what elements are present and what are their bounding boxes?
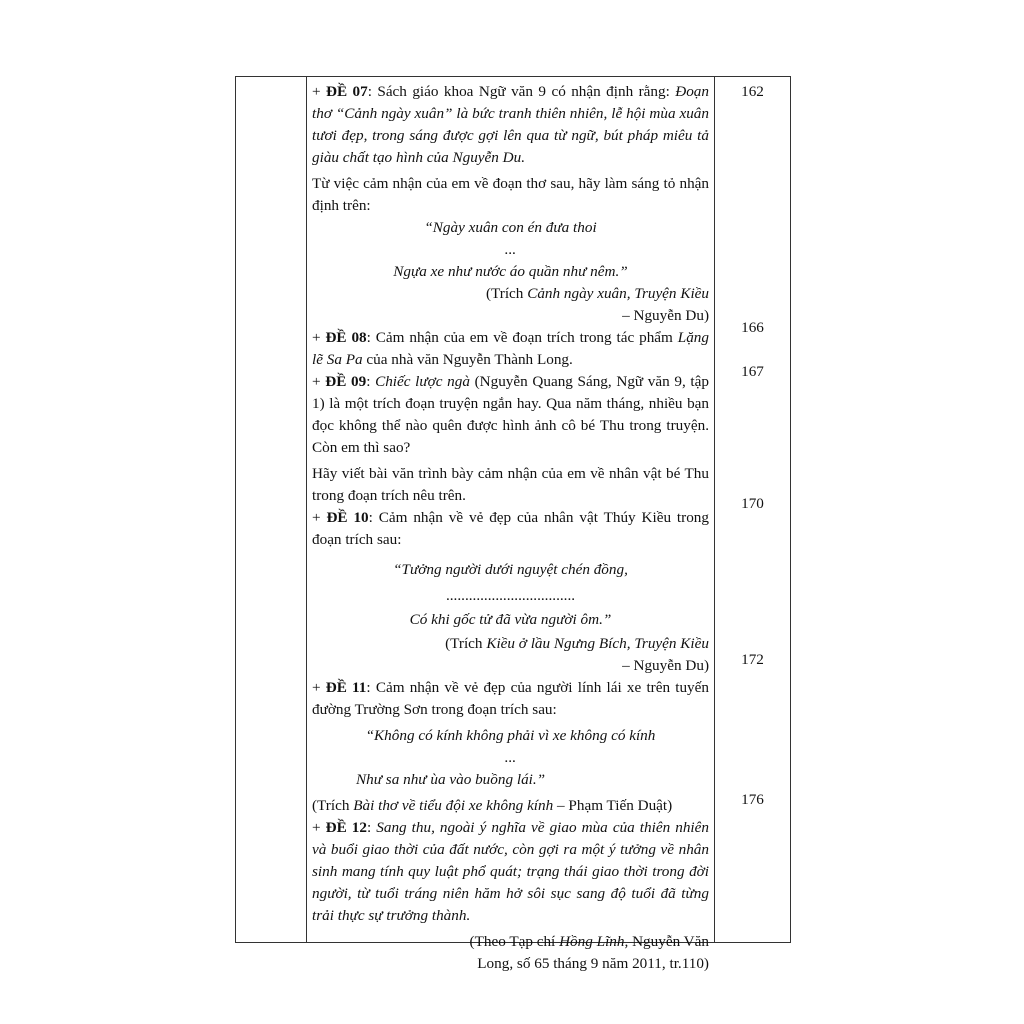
source-title: Bài thơ về tiểu đội xe không kính	[353, 797, 554, 814]
bullet-prefix: +	[312, 819, 326, 836]
exercise-08-prompt	[312, 327, 709, 371]
exercise-10-source-author: – Nguyễn Du)	[622, 657, 709, 674]
exercise-07-ellipsis: ...	[504, 241, 517, 258]
exercise-12-quote: Sang thu, ngoài ý nghĩa về giao mùa của thiên nhiên và buổi giao thời của đất nước, còn gợi ra một ý tưởng về nhân sinh mang tính quy luật phổ quát; trạng thái giao thời trong đời người, từ tuổi tráng niên hăm hở sôi sục sang độ tuổi đã từng trải thực sự trưởng thành.	[312, 819, 709, 924]
exercise-07-prompt	[312, 81, 709, 169]
exercise-08-work-title: Lặng lẽ Sa Pa	[312, 329, 709, 368]
exercise-09-text: (Nguyễn Quang Sáng, Ngữ văn 9, tập 1) là một trích đoạn truyện ngắn hay. Qua năm tháng, nhiều bạn đọc không thể nào quên được hình ảnh cô bé Thu trong truyện. Còn em thì sao?	[312, 373, 709, 456]
exercise-10-intro: : Cảm nhận về vẻ đẹp của nhân vật Thúy Kiều trong đoạn trích sau:	[312, 509, 709, 548]
source-prefix: (Trích	[485, 285, 528, 302]
exercise-09-label: ĐỀ 09	[325, 373, 367, 390]
exercise-10	[312, 507, 709, 677]
exercise-12-source-detail: Long, số 65 tháng 9 năm 2011, tr.110)	[477, 955, 709, 972]
exercise-10-source	[312, 633, 709, 655]
separator: :	[366, 373, 376, 390]
exercise-12	[312, 817, 709, 975]
exercise-11	[312, 677, 709, 817]
exercise-10-verse-2: Có khi gốc tử đã vừa người ôm.”	[409, 611, 612, 628]
bullet-prefix: +	[312, 373, 326, 390]
bullet-prefix: +	[312, 83, 326, 100]
exercise-09-task: Hãy viết bài văn trình bày cảm nhận của em về nhân vật bé Thu trong đoạn trích nêu trên.	[312, 465, 709, 504]
source-title: Kiều ở lầu Ngưng Bích, Truyện Kiều	[486, 635, 709, 652]
page-number-de11: 172	[741, 651, 764, 668]
exercise-11-label: ĐỀ 11	[325, 679, 367, 696]
exercise-11-verse-1: “Không có kính không phải vì xe không có kính	[365, 727, 656, 744]
exercise-07	[312, 81, 709, 327]
exercise-07-label: ĐỀ 07	[326, 83, 368, 100]
exercise-07-intro: : Sách giáo khoa Ngữ văn 9 có nhận định rằng:	[367, 83, 676, 100]
source-title: Hồng Lĩnh,	[559, 933, 629, 950]
bullet-prefix: +	[312, 679, 326, 696]
exercise-11-verse-2: Như sa như ùa vào buồng lái.”	[356, 771, 546, 788]
source-author-part: Nguyễn Văn	[628, 933, 709, 950]
exercise-content-column	[312, 81, 709, 975]
source-title: Cảnh ngày xuân, Truyện Kiều	[527, 285, 709, 302]
exercise-11-source	[312, 795, 709, 817]
page-number-de07: 162	[741, 83, 764, 100]
exercise-07-source	[312, 283, 709, 305]
source-prefix: (Trích	[312, 797, 354, 814]
exercise-07-task: Từ việc cảm nhận của em về đoạn thơ sau, hãy làm sáng tỏ nhận định trên:	[312, 175, 709, 214]
bullet-prefix: +	[312, 509, 327, 526]
source-author: – Phạm Tiến Duật)	[553, 797, 673, 814]
page-number-de09: 167	[741, 363, 764, 380]
exercise-10-prompt	[312, 507, 709, 551]
exercise-07-verse-2: Ngựa xe như nước áo quần như nêm.”	[393, 263, 628, 280]
page-number-column	[714, 77, 791, 942]
column-divider-left	[306, 77, 307, 942]
exercise-08-label: ĐỀ 08	[325, 329, 367, 346]
bullet-prefix: +	[312, 329, 326, 346]
exercise-07-quote: Đoạn thơ “Cảnh ngày xuân” là bức tranh thiên nhiên, lễ hội mùa xuân tươi đẹp, trong sáng được gợi lên qua từ ngữ, bút pháp miêu tả giàu chất tạo hình của Nguyễn Du.	[312, 83, 709, 166]
exercise-11-ellipsis: ...	[504, 749, 517, 766]
exercise-09	[312, 371, 709, 507]
source-prefix: (Trích	[445, 635, 487, 652]
source-prefix: (Theo Tạp chí	[469, 933, 560, 950]
exercise-12-source	[312, 931, 709, 953]
exercise-08	[312, 327, 709, 371]
exercise-12-prompt	[312, 817, 709, 927]
exercise-11-intro: : Cảm nhận về vẻ đẹp của người lính lái xe trên tuyến đường Trường Sơn trong đoạn trích sau:	[312, 679, 709, 718]
exercise-10-dots: ..................................	[445, 587, 576, 604]
exercise-08-outro: của nhà văn Nguyễn Thành Long.	[362, 351, 573, 368]
exercise-11-prompt	[312, 677, 709, 721]
page-number-de08: 166	[741, 319, 764, 336]
exercise-table	[235, 76, 791, 972]
page-number-de10: 170	[741, 495, 764, 512]
exercise-09-work-title: Chiếc lược ngà	[375, 373, 470, 390]
exercise-12-label: ĐỀ 12	[325, 819, 367, 836]
exercise-08-intro: : Cảm nhận của em về đoạn trích trong tác phẩm	[366, 329, 678, 346]
exercise-07-source-author: – Nguyễn Du)	[622, 307, 709, 324]
page-number-de12: 176	[741, 791, 764, 808]
exercise-10-label: ĐỀ 10	[326, 509, 369, 526]
exercise-09-prompt	[312, 371, 709, 459]
separator: :	[366, 819, 377, 836]
exercise-10-verse-1: “Tưởng người dưới nguyệt chén đồng,	[393, 561, 628, 578]
exercise-07-verse-1: “Ngày xuân con én đưa thoi	[424, 219, 597, 236]
